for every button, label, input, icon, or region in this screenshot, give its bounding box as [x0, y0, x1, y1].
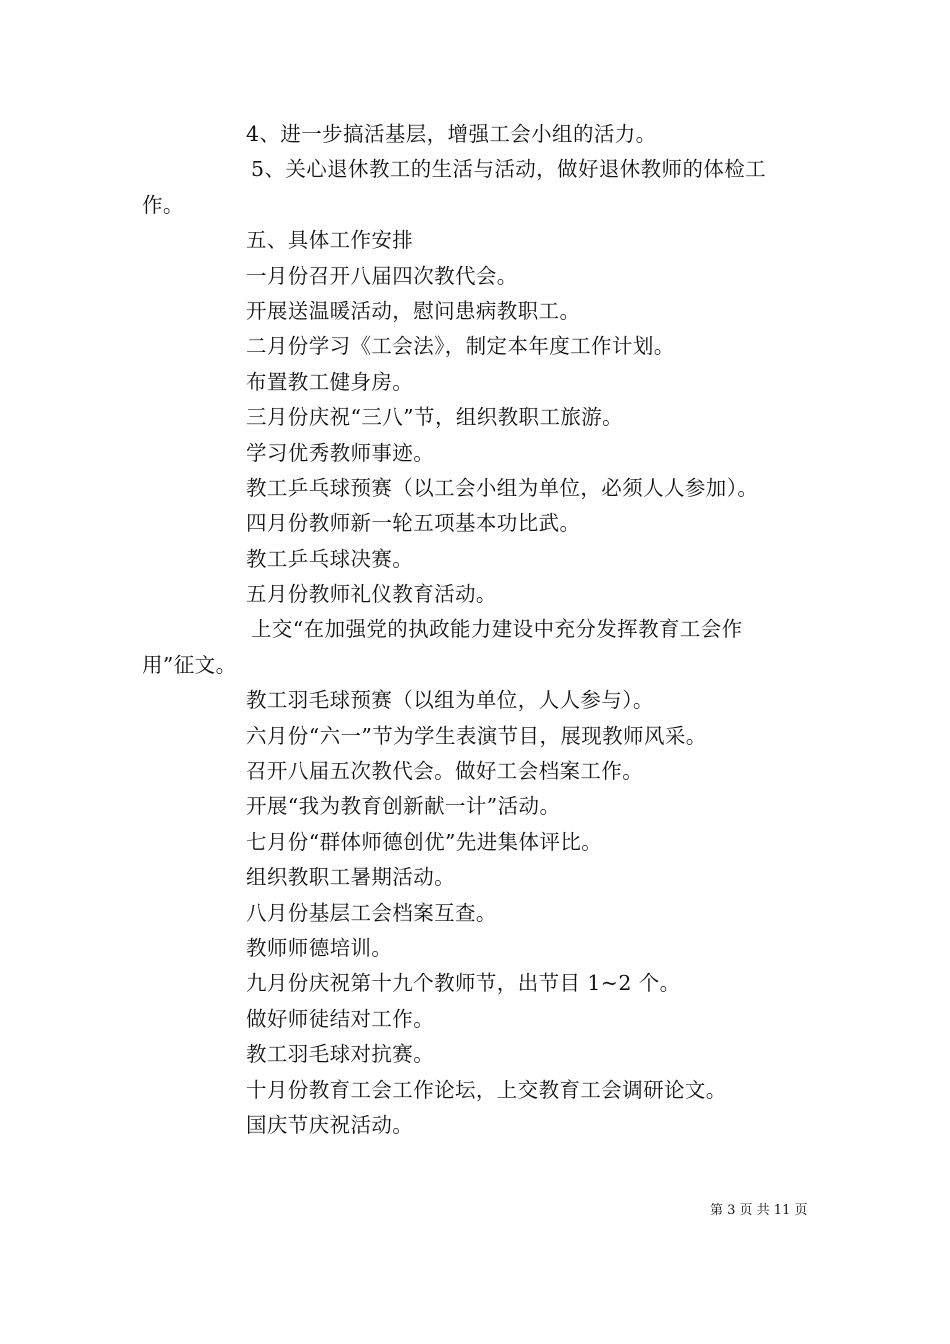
text-line: 六月份“六一”节为学生表演节目，展现教师风采。: [246, 723, 707, 748]
text-line: 十月份教育工会工作论坛，上交教育工会调研论文。: [246, 1077, 727, 1102]
text-line: 组织教职工暑期活动。: [246, 865, 455, 890]
text-line: 三月份庆祝“三八”节，组织教职工旅游。: [246, 405, 624, 430]
text-line: 二月份学习《工会法》，制定本年度工作计划。: [246, 334, 675, 359]
text-line: 国庆节庆祝活动。: [246, 1112, 414, 1137]
text-line: 教工乒乓球预赛（以工会小组为单位，必须人人参加）。: [246, 475, 759, 500]
document-body: [142, 117, 808, 1143]
text-line: 4、进一步搞活基层，增强工会小组的活力。: [246, 122, 657, 146]
section-heading: 五、具体工作安排: [246, 228, 414, 253]
text-line: 上交“在加强党的执政能力建设中充分发挥教育工会作: [251, 617, 743, 642]
text-line: 作。: [142, 192, 184, 217]
text-line: 做好师徒结对工作。: [246, 1006, 435, 1031]
text-line: 召开八届五次教代会。做好工会档案工作。: [246, 759, 644, 784]
text-line: 教工羽毛球对抗赛。: [246, 1042, 435, 1067]
text-line: 开展“我为教育创新献一计”活动。: [246, 794, 561, 819]
text-line: 四月份教师新一轮五项基本功比武。: [246, 511, 581, 536]
text-line: 九月份庆祝第十九个教师节，出节目 1~2 个。: [246, 971, 681, 996]
text-line: 七月份“群体师德创优”先进集体评比。: [246, 829, 603, 854]
text-line: 开展送温暖活动，慰问患病教职工。: [246, 298, 581, 323]
text-line: 5、关心退休教工的生活与活动，做好退休教师的体检工: [251, 157, 767, 182]
text-line: 教工羽毛球预赛（以组为单位，人人参与）。: [246, 688, 654, 713]
text-line: 学习优秀教师事迹。: [246, 440, 435, 465]
text-line: 教师师德培训。: [246, 935, 393, 960]
text-line: 布置教工健身房。: [246, 369, 414, 394]
text-line: 教工乒乓球决赛。: [246, 546, 414, 571]
text-line: 五月份教师礼仪教育活动。: [246, 582, 497, 607]
page-number-footer: 第 3 页 共 11 页: [710, 1203, 808, 1218]
text-line: 八月份基层工会档案互查。: [246, 900, 497, 925]
text-line: 一月份召开八届四次教代会。: [246, 263, 518, 288]
text-line: 用”征文。: [142, 652, 237, 677]
